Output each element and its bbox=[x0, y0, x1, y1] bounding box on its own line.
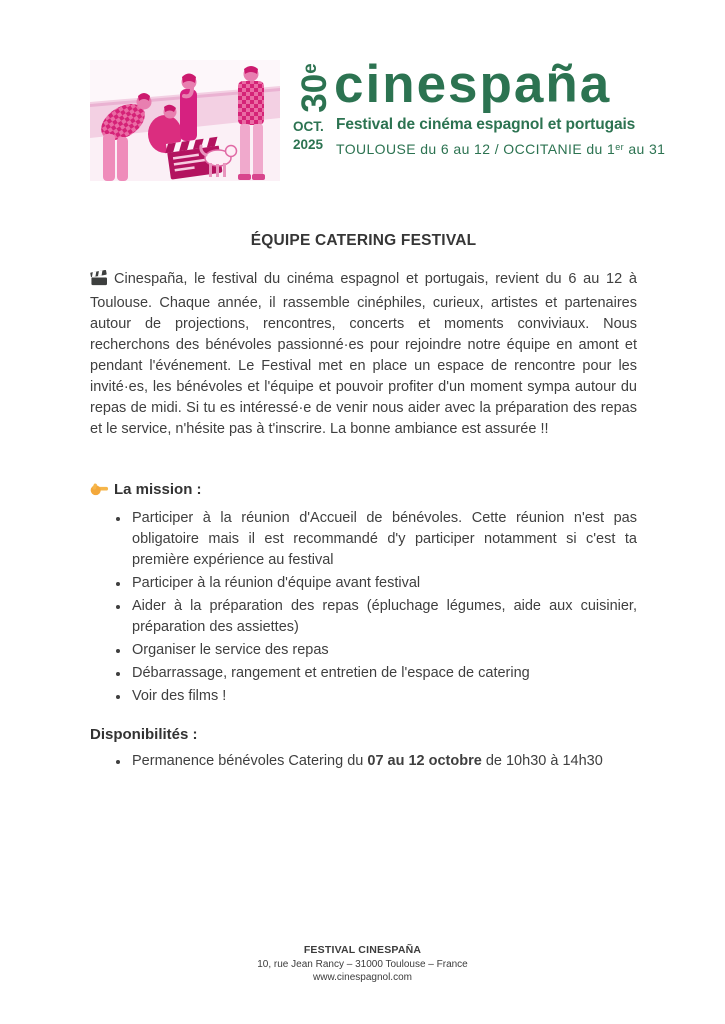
footer-address: 10, rue Jean Rancy – 31000 Toulouse – France bbox=[257, 958, 468, 970]
mission-item bbox=[130, 686, 637, 707]
brand-wordmark: cinespaña bbox=[334, 55, 612, 114]
mission-item bbox=[130, 573, 637, 594]
intro-text: Cinespaña, le festival du cinéma espagnol et portugais, revient du 6 au 12 à Toulouse. Chaque année, il rassemble cinéphiles, curieux, artistes et partenaires autour de projections, rencontres, concerts et moments conviviaux. Nous recherchons des bénévoles passionné·es pour rejoindre notre équipe en amont et pendant l'événement. Le Festival met en place un espace de rencontre pour les invité·es, les bénévoles et l'équipe et pouvoir profiter d'un moment sympa autour du repas de midi. Si tu es intéressé·e de venir nous aider avec la préparation des repas et le service, n'hésite pas à t'inscrire. La bonne ambiance est assurée !! bbox=[90, 271, 637, 437]
mission-heading bbox=[90, 479, 637, 502]
footer-festival-name: FESTIVAL CINESPAÑA bbox=[303, 944, 422, 956]
dates-superscript: er bbox=[615, 142, 625, 152]
pointing-right-hand-icon bbox=[90, 481, 109, 502]
photo-illustration bbox=[90, 60, 280, 181]
document-body bbox=[90, 232, 637, 774]
mission-item bbox=[130, 640, 637, 661]
mission-item-text: Voir des films ! bbox=[132, 688, 227, 704]
footer-website: www.cinespagnol.com bbox=[313, 972, 412, 983]
festival-subtitle: Festival de cinéma espagnol et portugais bbox=[336, 116, 636, 133]
mission-item bbox=[130, 508, 637, 571]
mission-list bbox=[90, 508, 637, 707]
mission-item bbox=[130, 663, 637, 684]
availability-suffix: de 10h30 à 14h30 bbox=[481, 753, 603, 769]
availability-item bbox=[130, 751, 637, 772]
page-title: ÉQUIPE CATERING FESTIVAL bbox=[250, 232, 477, 249]
mission-item-text: Participer à la réunion d'équipe avant festival bbox=[132, 575, 421, 591]
edition-30e-vertical: 30e bbox=[295, 63, 334, 113]
mission-item-text: Débarrassage, rangement et entretien de l'espace de catering bbox=[132, 665, 530, 681]
edition-superscript: e bbox=[300, 63, 321, 74]
clapperboard-icon bbox=[90, 270, 108, 293]
mission-item-text: Participer à la réunion d'Accueil de bénévoles. Cette réunion n'est pas obligatoire mais il est recommandé d'y participer notamment si c'est ta première expérience au festival bbox=[132, 510, 637, 568]
mission-item-text: Aider à la préparation des repas (épluchage légumes, aide aux cuisinier, préparation des assiettes) bbox=[132, 598, 637, 635]
mission-item-text: Organiser le service des repas bbox=[132, 642, 329, 658]
availability-list bbox=[90, 751, 637, 772]
mission-item bbox=[130, 596, 637, 638]
festival-header bbox=[0, 0, 725, 200]
edition-date bbox=[293, 118, 324, 154]
festival-photo-pink-duotone bbox=[90, 60, 280, 181]
intro-paragraph bbox=[90, 269, 637, 440]
festival-logo bbox=[292, 55, 666, 181]
mission-heading-text: La mission : bbox=[114, 481, 202, 498]
availability-prefix: Permanence bénévoles Catering du bbox=[132, 753, 368, 769]
availability-dates-bold: 07 au 12 octobre bbox=[367, 753, 482, 769]
availability-heading: Disponibilités : bbox=[90, 726, 198, 743]
festival-dates: TOULOUSE du 6 au 12 / OCCITANIE du 1er au 31 bbox=[336, 141, 666, 157]
document-footer bbox=[0, 944, 725, 985]
edition-month: OCT. bbox=[293, 119, 324, 134]
edition-year: 2025 bbox=[293, 137, 324, 152]
